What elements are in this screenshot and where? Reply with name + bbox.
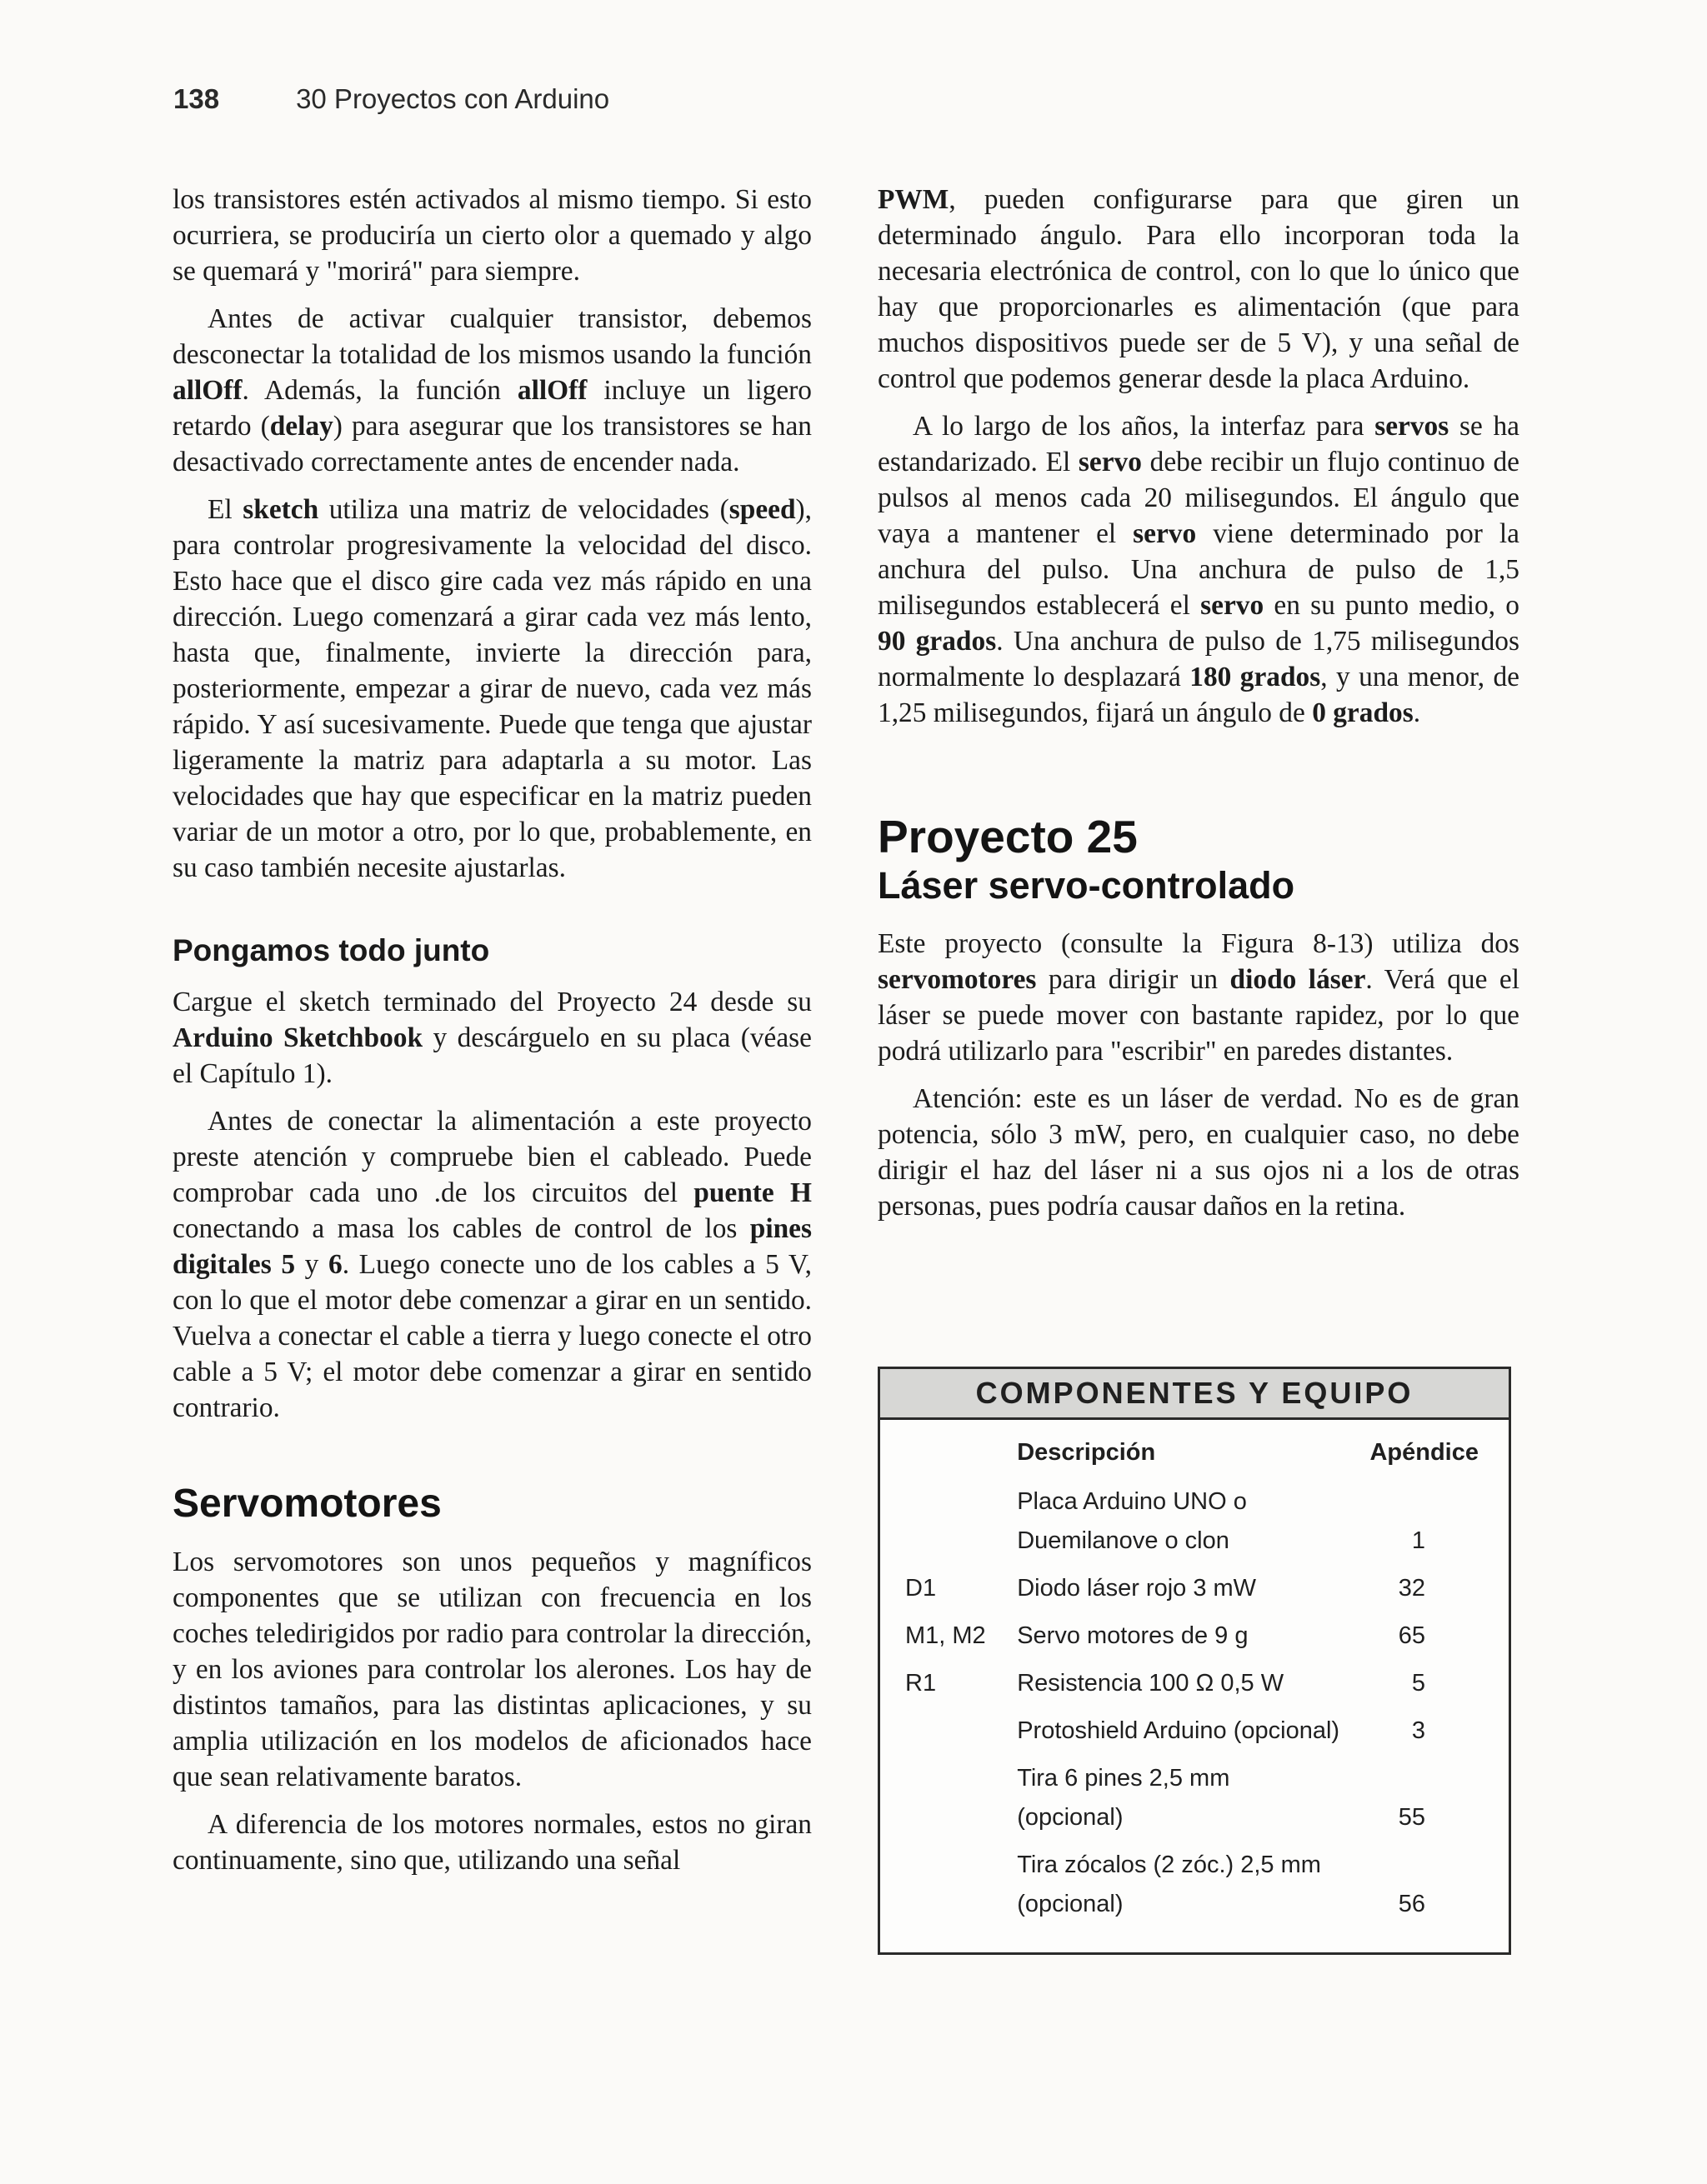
- table-row: [880, 1482, 1509, 1569]
- running-header: [173, 83, 609, 115]
- component-description: Tira 6 pines 2,5 mm (opcional): [1017, 1765, 1230, 1831]
- component-description: Resistencia 100 Ω 0,5 W: [1017, 1670, 1284, 1697]
- paragraph: El sketch utiliza una matriz de velocidades (speed), para controlar progresivamente la velocidad del disco. Esto hace que el disco gire cada vez más rápido en una dirección. Luego comenzará a girar cada vez más lento, hasta que, finalmente, invierte la dirección para, posteriormente, empezar a girar de nuevo, cada vez más rápido. Y así sucesivamente. Puede que tenga que ajustar ligeramente la matriz para adaptarla a su motor. Las velocidades que hay que especificar en la matriz pueden variar de un motor a otro, por lo que, probablemente, en su caso también necesite ajustarlas.: [173, 494, 812, 883]
- component-description: Servo motores de 9 g: [1017, 1622, 1249, 1649]
- component-ref: M1, M2: [905, 1622, 986, 1649]
- component-description: Tira zócalos (2 zóc.) 2,5 mm (opcional): [1017, 1852, 1321, 1917]
- paragraph: Cargue el sketch terminado del Proyecto 24 desde su Arduino Sketchbook y descárguelo en su placa (véase el Capítulo 1).: [173, 987, 813, 1089]
- component-appendix: 55: [1398, 1804, 1425, 1831]
- book-title: 30 Proyectos con Arduino: [296, 83, 610, 114]
- right-column: [878, 182, 1519, 1236]
- col-ref-header: [880, 1427, 1017, 1482]
- paragraph: A diferencia de los motores normales, estos no giran continuamente, sino que, utilizando una señal: [173, 1809, 812, 1876]
- component-appendix: 56: [1398, 1891, 1425, 1917]
- component-appendix: 1: [1411, 1527, 1425, 1554]
- component-description: Protoshield Arduino (opcional): [1017, 1717, 1340, 1744]
- components-box-title: COMPONENTES Y EQUIPO: [880, 1369, 1509, 1420]
- paragraph: A lo largo de los años, la interfaz para servos se ha estandarizado. El servo debe recibir un flujo continuo de pulsos al menos cada 20 milisegundos. El ángulo que vaya a mantener el servo viene determinado por la anchura del pulso. Una anchura de pulso de 1,5 milisegundos establecerá el servo en su punto medio, o 90 grados. Una anchura de pulso de 1,75 milisegundos normalmente lo desplazará 180 grados, y una menor, de 1,25 milisegundos, fijará un ángulo de 0 grados.: [878, 411, 1519, 728]
- paragraph: Antes de conectar la alimentación a este proyecto preste atención y compruebe bien el cableado. Puede comprobar cada uno .de los circuitos del puente H conectando a masa los cables de control de los pines digitales 5 y 6. Luego conecte uno de los cables a 5 V, con lo que el motor debe comenzar a girar en un sentido. Vuelva a conectar el cable a tierra y luego conecte el otro cable a 5 V; el motor debe comenzar a girar en sentido contrario.: [173, 1106, 812, 1423]
- project-heading: [878, 811, 1519, 909]
- paragraph: Los servomotores son unos pequeños y magníficos componentes que se utilizan con frecuencia en los coches teledirigidos por radio para controlar la dirección, y en los aviones para controlar los alerones. Los hay de distintos tamaños, para las distintas aplicaciones, y su amplia utilización en los modelos de aficionados hace que sean relativamente baratos.: [173, 1547, 812, 1792]
- table-row: [880, 1569, 1509, 1617]
- component-appendix: 32: [1398, 1575, 1425, 1602]
- table-row: [880, 1712, 1509, 1759]
- paragraph: Este proyecto (consulte la Figura 8-13) utiliza dos servomotores para dirigir un diodo láser. Verá que el láser se puede mover con bastante rapidez, por lo que podrá utilizarlo para "escribir" en paredes distantes.: [878, 928, 1519, 1067]
- section-heading-pongamos: Pongamos todo junto: [173, 933, 490, 967]
- section-heading-servomotores: Servomotores: [173, 1482, 442, 1526]
- components-table: [880, 1427, 1509, 1932]
- component-ref: [880, 1759, 1017, 1846]
- paragraph: PWM, pueden configurarse para que giren un determinado ángulo. Para ello incorporan toda la necesaria electrónica de control, con lo que lo único que hay que proporcionarles es alimentación (que para muchos dispositivos puede ser de 5 V), y una señal de control que podemos generar desde la placa Arduino.: [878, 184, 1519, 394]
- project-number: Proyecto 25: [878, 811, 1138, 862]
- table-row: [880, 1664, 1509, 1712]
- paragraph-warning: Atención: este es un láser de verdad. No es de gran potencia, sólo 3 mW, pero, en cualquier caso, no debe dirigir el haz del láser ni a sus ojos ni a los de otras personas, pues podría causar daños en la retina.: [878, 1083, 1519, 1222]
- paragraph: los transistores estén activados al mismo tiempo. Si esto ocurriera, se produciría un cierto olor a quemado y algo se quemará y "morirá" para siempre.: [173, 184, 812, 287]
- component-appendix: 3: [1411, 1717, 1425, 1744]
- components-box: [878, 1367, 1511, 1955]
- col-description-header: Descripción: [1017, 1439, 1156, 1466]
- left-column: [173, 182, 812, 1890]
- component-appendix: 65: [1398, 1622, 1425, 1649]
- component-appendix: 5: [1411, 1670, 1425, 1697]
- col-appendix-header: Apéndice: [1369, 1439, 1479, 1466]
- page-number: 138: [173, 83, 220, 114]
- component-ref: [880, 1482, 1017, 1569]
- component-ref: R1: [905, 1670, 937, 1697]
- component-ref: [880, 1846, 1017, 1932]
- table-row: [880, 1617, 1509, 1664]
- table-row: [880, 1759, 1509, 1846]
- component-ref: [880, 1712, 1017, 1759]
- component-description: Placa Arduino UNO o Duemilanove o clon: [1017, 1488, 1247, 1554]
- table-row: [880, 1846, 1509, 1932]
- paragraph: Antes de activar cualquier transistor, debemos desconectar la totalidad de los mismos usando la función allOff. Además, la función allOff incluye un ligero retardo (delay) para asegurar que los transistores se han desactivado correctamente antes de encender nada.: [173, 303, 813, 477]
- component-description: Diodo láser rojo 3 mW: [1017, 1575, 1257, 1602]
- component-ref: D1: [905, 1575, 937, 1602]
- project-title: Láser servo-controlado: [878, 864, 1295, 907]
